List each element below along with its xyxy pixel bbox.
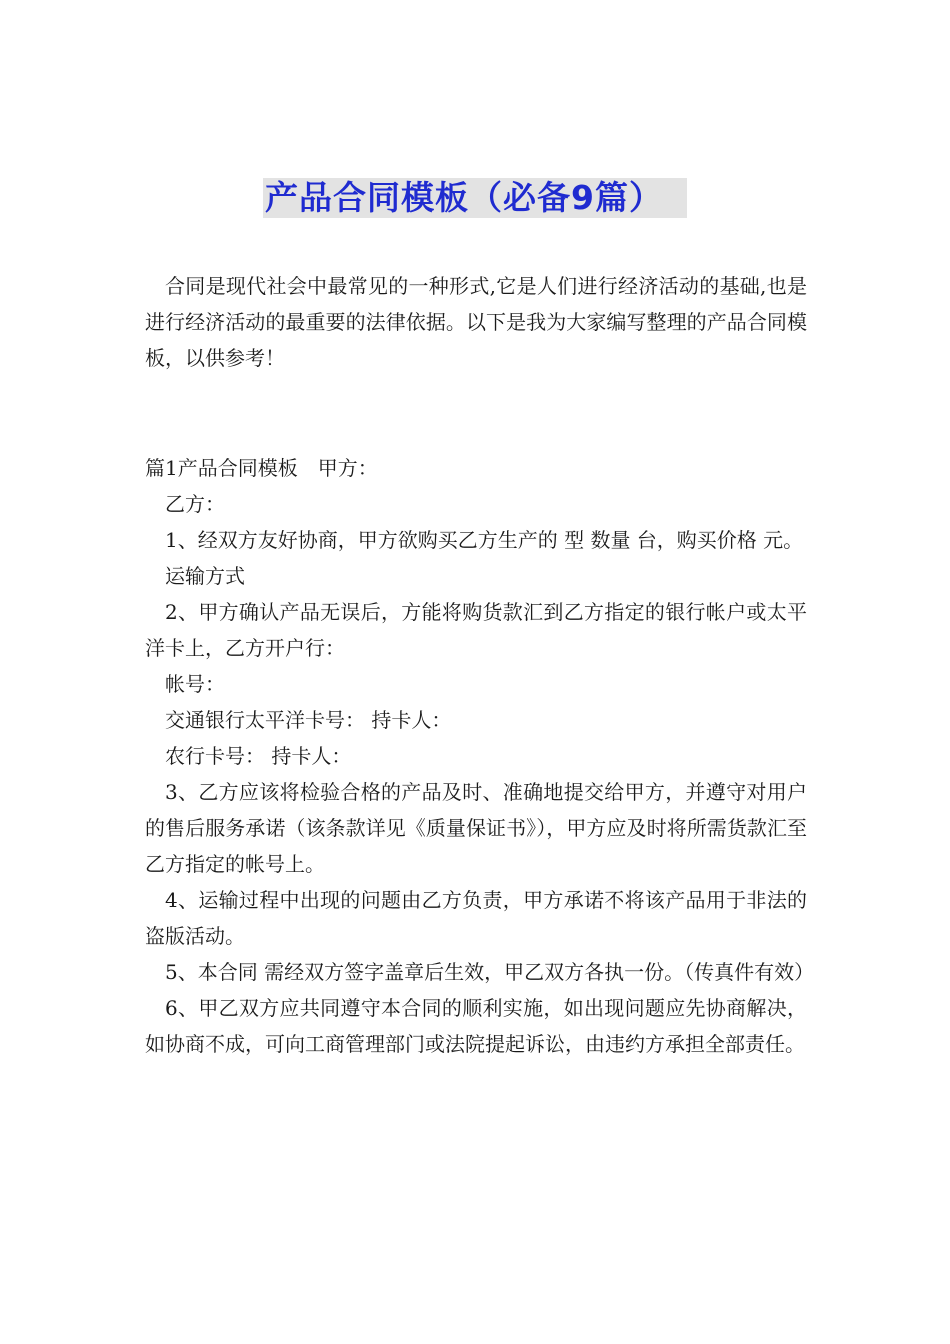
document-title: 产品合同模板（必备9篇） — [263, 178, 687, 218]
intro-paragraph: 合同是现代社会中最常见的一种形式,它是人们进行经济活动的基础,也是进行经济活动的最重要的法律依据。以下是我为大家编写整理的产品合同模板，以供参考！ — [145, 274, 807, 370]
section-heading: 篇1产品合同模板 甲方： — [145, 456, 378, 480]
contract-body — [145, 450, 815, 1062]
clause-4: 4、运输过程中出现的问题由乙方负责，甲方承诺不将该产品用于非法的盗版活动。 — [145, 888, 807, 948]
clause-2: 2、甲方确认产品无误后，方能将购货款汇到乙方指定的银行帐户或太平洋卡上，乙方开户行： — [145, 600, 807, 660]
clause-5: 5、本合同 需经双方签字盖章后生效，甲乙双方各执一份。（传真件有效） — [165, 960, 815, 984]
party-b-line: 乙方： — [165, 492, 225, 516]
account-line: 帐号： — [165, 672, 225, 696]
intro-section — [145, 268, 807, 376]
title-container — [0, 178, 950, 218]
clause-1: 1、经双方友好协商，甲方欲购买乙方生产的 型 数量 台，购买价格 元。 — [165, 528, 804, 552]
abc-card-line: 农行卡号： 持卡人： — [165, 744, 352, 768]
bocom-card-line: 交通银行太平洋卡号： 持卡人： — [165, 708, 452, 732]
clause-6: 6、甲乙双方应共同遵守本合同的顺利实施，如出现问题应先协商解决，如协商不成，可向工商管理部门或法院提起诉讼，由违约方承担全部责任。 — [145, 996, 807, 1056]
transport-line: 运输方式 — [165, 564, 245, 588]
clause-3: 3、乙方应该将检验合格的产品及时、准确地提交给甲方，并遵守对用户的售后服务承诺（该条款详见《质量保证书》），甲方应及时将所需货款汇至乙方指定的帐号上。 — [145, 780, 807, 876]
